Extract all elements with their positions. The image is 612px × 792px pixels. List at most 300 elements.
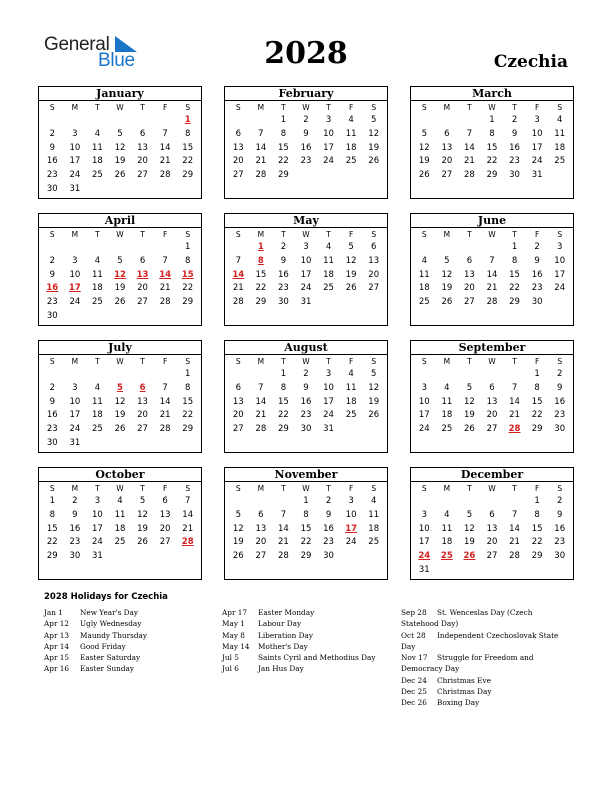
day-cell: 7 [258,382,264,393]
day-cell: 21 [182,523,194,534]
day-cell: 24 [323,410,334,421]
weekday-label: W [302,103,310,112]
day-cell: 28 [509,551,520,562]
day-cell: 24 [69,297,81,308]
day-cell: 31 [69,437,81,448]
day-cell: 22 [46,537,58,548]
day-cell: 23 [509,156,520,167]
day-cell: 13 [441,142,453,153]
month-august [224,340,388,453]
day-cell: 13 [255,523,267,534]
empty-cell [154,368,177,382]
weekday-label: W [488,230,496,239]
empty-cell [436,495,459,509]
holiday-day-cell: 24 [418,551,431,562]
day-cell: 26 [345,283,357,294]
empty-cell [131,368,154,382]
day-cell: 1 [280,115,287,125]
day-cell: 2 [49,128,55,139]
day-cell: 3 [325,369,332,379]
day-cell: 26 [114,170,126,181]
day-cell: 11 [92,142,103,153]
weekday-label: F [348,357,354,366]
holiday-day-cell: 16 [46,283,59,294]
day-cell: 30 [69,551,81,562]
day-cell: 21 [159,410,171,421]
weekday-label: T [140,230,145,239]
day-cell: 10 [531,128,543,139]
weekday-label: S [235,103,241,112]
day-cell: 2 [49,382,55,393]
day-cell: 21 [509,537,520,548]
day-cell: 18 [114,523,126,534]
day-cell: 22 [182,156,194,167]
empty-cell [413,368,436,382]
holiday-date: Jul 5 [222,653,239,663]
day-cell: 25 [323,283,334,294]
day-cell: 21 [464,156,475,167]
holiday-day-cell: 14 [232,269,245,280]
empty-cell [250,368,273,382]
day-cell: 25 [345,410,357,421]
weekday-label: T [326,230,331,239]
day-cell: 5 [421,128,427,139]
weekday-label: S [371,230,377,239]
holiday-item [222,641,394,652]
month-june [410,213,574,326]
day-cell: 11 [441,523,453,534]
weekday-label: M [443,484,451,493]
day-cell: 17 [554,269,566,280]
day-cell: 7 [489,255,495,266]
weekday-label: S [421,357,427,366]
holiday-name: Easter Sunday [80,664,135,674]
day-cell: 13 [232,396,244,407]
day-cell: 31 [418,564,430,575]
day-cell: 15 [531,523,543,534]
weekday-label: S [185,103,191,112]
day-cell: 18 [418,283,430,294]
day-cell: 20 [137,410,148,421]
day-cell: 7 [162,255,168,266]
day-cell: 29 [278,170,289,181]
empty-cell [503,368,526,382]
month-november [224,467,388,580]
day-cell: 9 [534,255,540,266]
day-cell: 18 [92,283,103,294]
day-cell: 16 [323,523,334,534]
day-cell: 3 [348,496,354,506]
month-grid [411,101,573,183]
day-cell: 3 [534,115,540,125]
day-cell: 13 [137,142,148,153]
day-cell: 14 [509,523,520,534]
day-cell: 6 [466,255,473,266]
day-cell: 24 [300,283,312,294]
empty-cell [503,495,526,509]
day-cell: 9 [556,382,563,393]
day-cell: 19 [114,283,126,294]
calendar-year: 2028 [264,36,348,71]
day-cell: 26 [464,424,475,435]
day-cell: 7 [511,509,518,520]
holiday-day-cell: 1 [184,115,191,125]
weekday-label: S [185,484,191,493]
day-cell: 1 [184,369,191,379]
day-cell: 16 [554,396,566,407]
day-cell: 8 [184,128,191,139]
day-cell: 16 [69,523,81,534]
day-cell: 18 [441,537,453,548]
day-cell: 8 [303,509,309,520]
empty-cell [481,241,504,255]
day-cell: 30 [278,297,289,308]
day-cell: 15 [486,142,498,153]
day-cell: 4 [421,255,427,266]
day-cell: 19 [368,396,380,407]
weekday-label: S [421,230,427,239]
month-name: December [411,468,573,482]
day-cell: 26 [368,410,380,421]
weekday-label: S [235,357,241,366]
weekday-label: F [348,230,354,239]
day-cell: 26 [441,297,453,308]
day-cell: 1 [303,496,309,506]
day-cell: 2 [556,496,563,506]
weekday-label: M [71,103,79,112]
weekday-label: F [348,484,354,493]
day-cell: 27 [137,297,148,308]
month-grid [225,101,387,183]
day-cell: 18 [345,396,357,407]
day-cell: 8 [49,509,55,520]
day-cell: 4 [348,369,354,379]
day-cell: 20 [159,523,171,534]
day-cell: 21 [159,283,171,294]
day-cell: 24 [554,283,566,294]
day-cell: 15 [278,396,289,407]
day-cell: 12 [418,142,430,153]
weekday-label: W [116,103,124,112]
day-cell: 2 [49,255,55,266]
holiday-day-cell: 17 [345,523,358,534]
empty-cell [41,114,64,128]
weekday-label: S [557,103,563,112]
weekday-label: F [534,103,540,112]
day-cell: 1 [49,496,55,506]
holiday-name: Maundy Thursday [80,630,147,640]
month-february [224,86,388,199]
day-cell: 25 [345,156,357,167]
day-cell: 20 [464,283,475,294]
day-cell: 23 [46,170,58,181]
empty-cell [458,241,481,255]
day-cell: 12 [464,396,475,407]
day-cell: 1 [534,369,540,379]
day-cell: 15 [255,269,267,280]
month-grid [411,482,573,578]
weekday-label: F [348,103,354,112]
weekday-label: T [326,103,331,112]
day-cell: 12 [232,523,244,534]
weekday-label: W [116,357,124,366]
day-cell: 27 [137,424,148,435]
month-name: November [225,468,387,482]
weekday-label: T [467,484,472,493]
day-cell: 30 [46,437,58,448]
day-cell: 20 [232,156,244,167]
month-grid [39,101,201,197]
holiday-name: Good Friday [80,641,126,651]
empty-cell [272,495,295,509]
day-cell: 1 [184,242,191,252]
day-cell: 5 [466,509,473,520]
empty-cell [64,114,87,128]
day-cell: 19 [464,410,475,421]
day-cell: 12 [114,396,126,407]
holiday-date: Oct 28 [401,630,426,640]
empty-cell [250,495,273,509]
day-cell: 18 [554,142,566,153]
day-cell: 10 [323,382,334,393]
weekday-label: M [71,357,79,366]
day-cell: 19 [114,410,126,421]
empty-cell [86,368,109,382]
day-cell: 27 [486,424,498,435]
weekday-label: T [512,357,517,366]
day-cell: 3 [72,255,78,266]
holiday-day-cell: 12 [114,269,126,280]
day-cell: 17 [92,523,103,534]
holiday-column [222,607,394,675]
empty-cell [64,241,87,255]
day-cell: 10 [92,509,103,520]
day-cell: 29 [509,297,520,308]
day-cell: 29 [278,424,289,435]
day-cell: 25 [114,537,126,548]
day-cell: 7 [511,382,518,393]
holiday-item [222,618,394,629]
holiday-name: New Year's Day [80,608,139,617]
day-cell: 3 [421,382,427,393]
holiday-day-cell: 25 [440,551,453,562]
day-cell: 18 [323,269,334,280]
empty-cell [41,241,64,255]
day-cell: 28 [255,170,267,181]
day-cell: 21 [255,410,267,421]
day-cell: 22 [531,537,543,548]
holidays-title: 2028 Holidays for Czechia [44,592,168,602]
day-cell: 27 [137,170,148,181]
day-cell: 21 [159,156,171,167]
day-cell: 29 [46,551,58,562]
weekday-label: S [49,484,55,493]
day-cell: 2 [303,369,309,379]
holiday-name: Christmas Eve [437,675,491,685]
day-cell: 19 [232,537,244,548]
day-cell: 29 [182,170,194,181]
weekday-label: F [162,103,168,112]
month-september [410,340,574,453]
holiday-date: Apr 13 [44,630,70,640]
day-cell: 22 [182,410,194,421]
day-cell: 3 [556,242,563,252]
day-cell: 4 [94,128,101,139]
day-cell: 5 [117,255,123,266]
month-name: May [225,214,387,228]
month-name: January [39,87,201,101]
day-cell: 13 [486,396,498,407]
day-cell: 28 [278,551,289,562]
day-cell: 17 [323,142,334,153]
weekday-label: T [467,103,472,112]
day-cell: 23 [278,283,289,294]
month-july [38,340,202,453]
weekday-label: S [49,230,55,239]
day-cell: 23 [531,283,543,294]
weekday-label: W [302,484,310,493]
month-name: April [39,214,201,228]
day-cell: 3 [72,128,78,139]
day-cell: 14 [159,396,171,407]
weekday-label: M [257,230,265,239]
month-name: September [411,341,573,355]
day-cell: 15 [509,269,520,280]
day-cell: 27 [441,170,453,181]
day-cell: 29 [300,551,312,562]
day-cell: 27 [464,297,475,308]
day-cell: 4 [94,382,101,393]
holiday-name: Jan Hus Day [258,664,304,674]
day-cell: 9 [325,509,332,520]
empty-cell [458,114,481,128]
month-october [38,467,202,580]
day-cell: 10 [554,255,566,266]
day-cell: 2 [72,496,78,506]
day-cell: 11 [114,509,126,520]
day-cell: 24 [69,424,81,435]
weekday-label: M [443,230,451,239]
weekday-label: F [534,230,540,239]
weekday-label: W [302,230,310,239]
day-cell: 29 [531,424,543,435]
day-cell: 31 [323,424,334,435]
day-cell: 14 [159,142,171,153]
day-cell: 4 [117,496,123,506]
holiday-name: Labour Day [258,619,302,629]
day-cell: 25 [418,297,430,308]
day-cell: 12 [137,509,148,520]
empty-cell [154,114,177,128]
holiday-name: Christmas Day [437,687,492,697]
empty-cell [86,241,109,255]
day-cell: 18 [368,523,380,534]
weekday-label: T [512,484,517,493]
day-cell: 2 [534,242,540,252]
holiday-date: Apr 14 [44,641,70,651]
weekday-label: M [257,103,265,112]
weekday-label: T [95,484,100,493]
day-cell: 6 [258,509,264,520]
empty-cell [413,114,436,128]
day-cell: 31 [531,170,543,181]
day-cell: 24 [418,424,430,435]
day-cell: 22 [255,283,267,294]
holiday-item [401,675,571,686]
month-may [224,213,388,326]
day-cell: 28 [255,424,267,435]
holiday-day-cell: 15 [181,269,194,280]
day-cell: 5 [370,369,377,379]
month-march [410,86,574,199]
day-cell: 27 [255,551,267,562]
day-cell: 29 [182,424,194,435]
empty-cell [227,368,250,382]
day-cell: 12 [464,523,475,534]
day-cell: 10 [323,128,334,139]
day-cell: 4 [325,242,332,252]
month-name: July [39,341,201,355]
day-cell: 27 [232,170,244,181]
day-cell: 6 [235,382,241,393]
empty-cell [41,368,64,382]
day-cell: 16 [46,410,58,421]
holiday-day-cell: 5 [117,382,123,393]
day-cell: 26 [137,537,148,548]
holiday-name: Mother's Day [258,641,308,651]
day-cell: 3 [325,115,332,125]
day-cell: 9 [72,509,78,520]
day-cell: 23 [554,410,566,421]
day-cell: 16 [300,396,312,407]
day-cell: 30 [531,297,543,308]
holiday-name: Boxing Day [437,698,480,708]
month-grid [411,228,573,310]
weekday-label: T [140,484,145,493]
weekday-label: F [162,230,168,239]
day-cell: 31 [69,183,81,194]
weekday-label: S [557,357,563,366]
weekday-label: T [281,230,286,239]
day-cell: 28 [159,424,171,435]
holiday-item [44,663,214,674]
day-cell: 8 [534,382,540,393]
day-cell: 14 [509,396,520,407]
empty-cell [481,368,504,382]
country-name: Czechia [493,52,568,72]
weekday-label: S [185,230,191,239]
weekday-label: S [557,484,563,493]
day-cell: 20 [486,537,498,548]
empty-cell [86,114,109,128]
day-cell: 24 [92,537,103,548]
weekday-label: S [557,230,563,239]
weekday-label: T [512,230,517,239]
day-cell: 11 [323,255,334,266]
empty-cell [109,368,132,382]
holiday-name: Ugly Wednesday [80,619,142,629]
holiday-item [44,607,214,618]
day-cell: 8 [534,509,540,520]
day-cell: 27 [159,537,171,548]
weekday-label: M [257,357,265,366]
day-cell: 15 [182,142,194,153]
day-cell: 5 [348,242,354,252]
month-grid [39,355,201,451]
holiday-name: Independent Czechoslovak State Day [401,630,559,651]
day-cell: 12 [441,269,453,280]
day-cell: 4 [370,496,377,506]
